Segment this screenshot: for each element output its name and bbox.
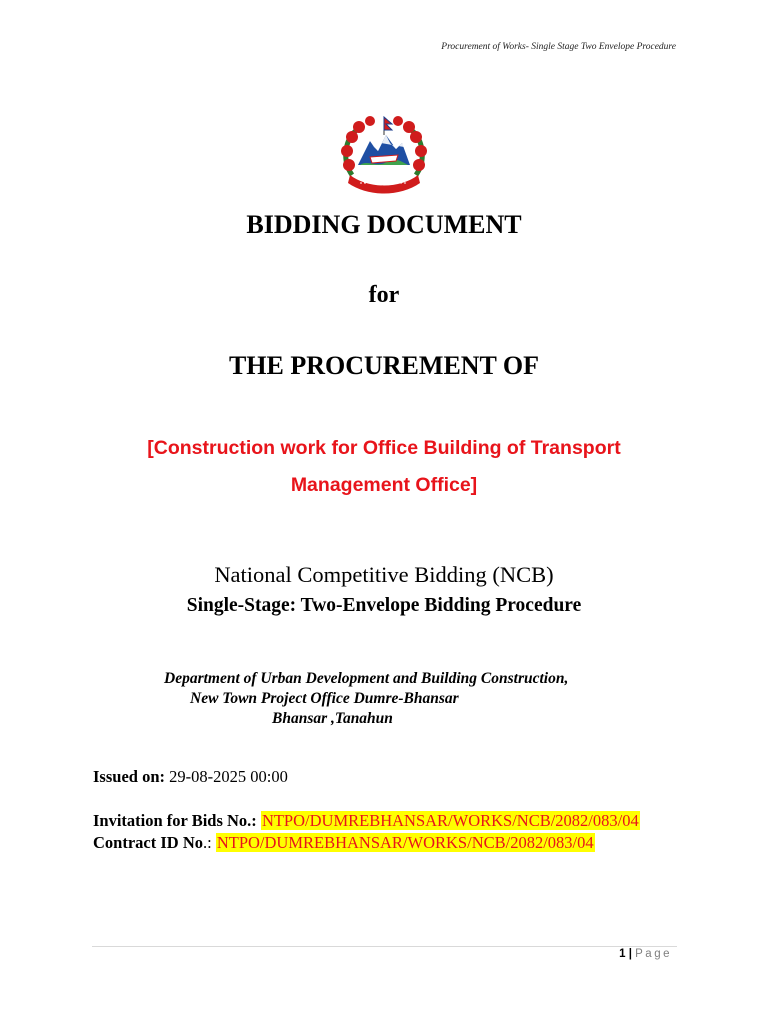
contract-id-separator: .:: [202, 833, 216, 852]
department-line2: New Town Project Office Dumre-Bhansar: [190, 690, 459, 707]
contract-id-line: [93, 832, 640, 854]
contract-id-number: NTPO/DUMREBHANSAR/WORKS/NCB/2082/083/04: [216, 833, 594, 852]
contract-id-label: Contract ID No: [93, 833, 203, 852]
project-name-line1: [Construction work for Office Building of Transport: [147, 437, 621, 459]
footer-divider: [92, 946, 677, 947]
issued-label: Issued on:: [93, 767, 165, 786]
procurement-label: THE PROCUREMENT OF: [228, 351, 540, 380]
running-header: Procurement of Works- Single Stage Two Envelope Procedure: [441, 42, 676, 52]
nepal-national-emblem-icon: [338, 113, 430, 195]
page-footer: [619, 948, 672, 960]
department-line1: Department of Urban Development and Building Construction,: [164, 670, 569, 687]
project-name-line2: Management Office]: [290, 474, 478, 496]
bidding-type: National Competitive Bidding (NCB): [214, 562, 554, 587]
page-word: Page: [635, 948, 672, 960]
page-number: 1: [619, 948, 626, 960]
bidding-procedure: Single-Stage: Two-Envelope Bidding Procedure: [186, 595, 582, 616]
project-name: [0, 430, 768, 504]
document-title: BIDDING DOCUMENT: [246, 210, 522, 239]
ifb-number: NTPO/DUMREBHANSAR/WORKS/NCB/2082/083/04: [261, 811, 639, 830]
department-block: [0, 669, 768, 729]
ifb-label: Invitation for Bids No.:: [93, 811, 257, 830]
for-label: for: [368, 282, 400, 308]
issued-value: 29-08-2025 00:00: [169, 767, 288, 786]
bid-identifiers: [93, 810, 640, 854]
page-separator: |: [628, 948, 632, 960]
issued-date-line: [93, 767, 288, 787]
department-line3: Bhansar ,Tanahun: [272, 710, 393, 727]
ifb-line: [93, 810, 640, 832]
